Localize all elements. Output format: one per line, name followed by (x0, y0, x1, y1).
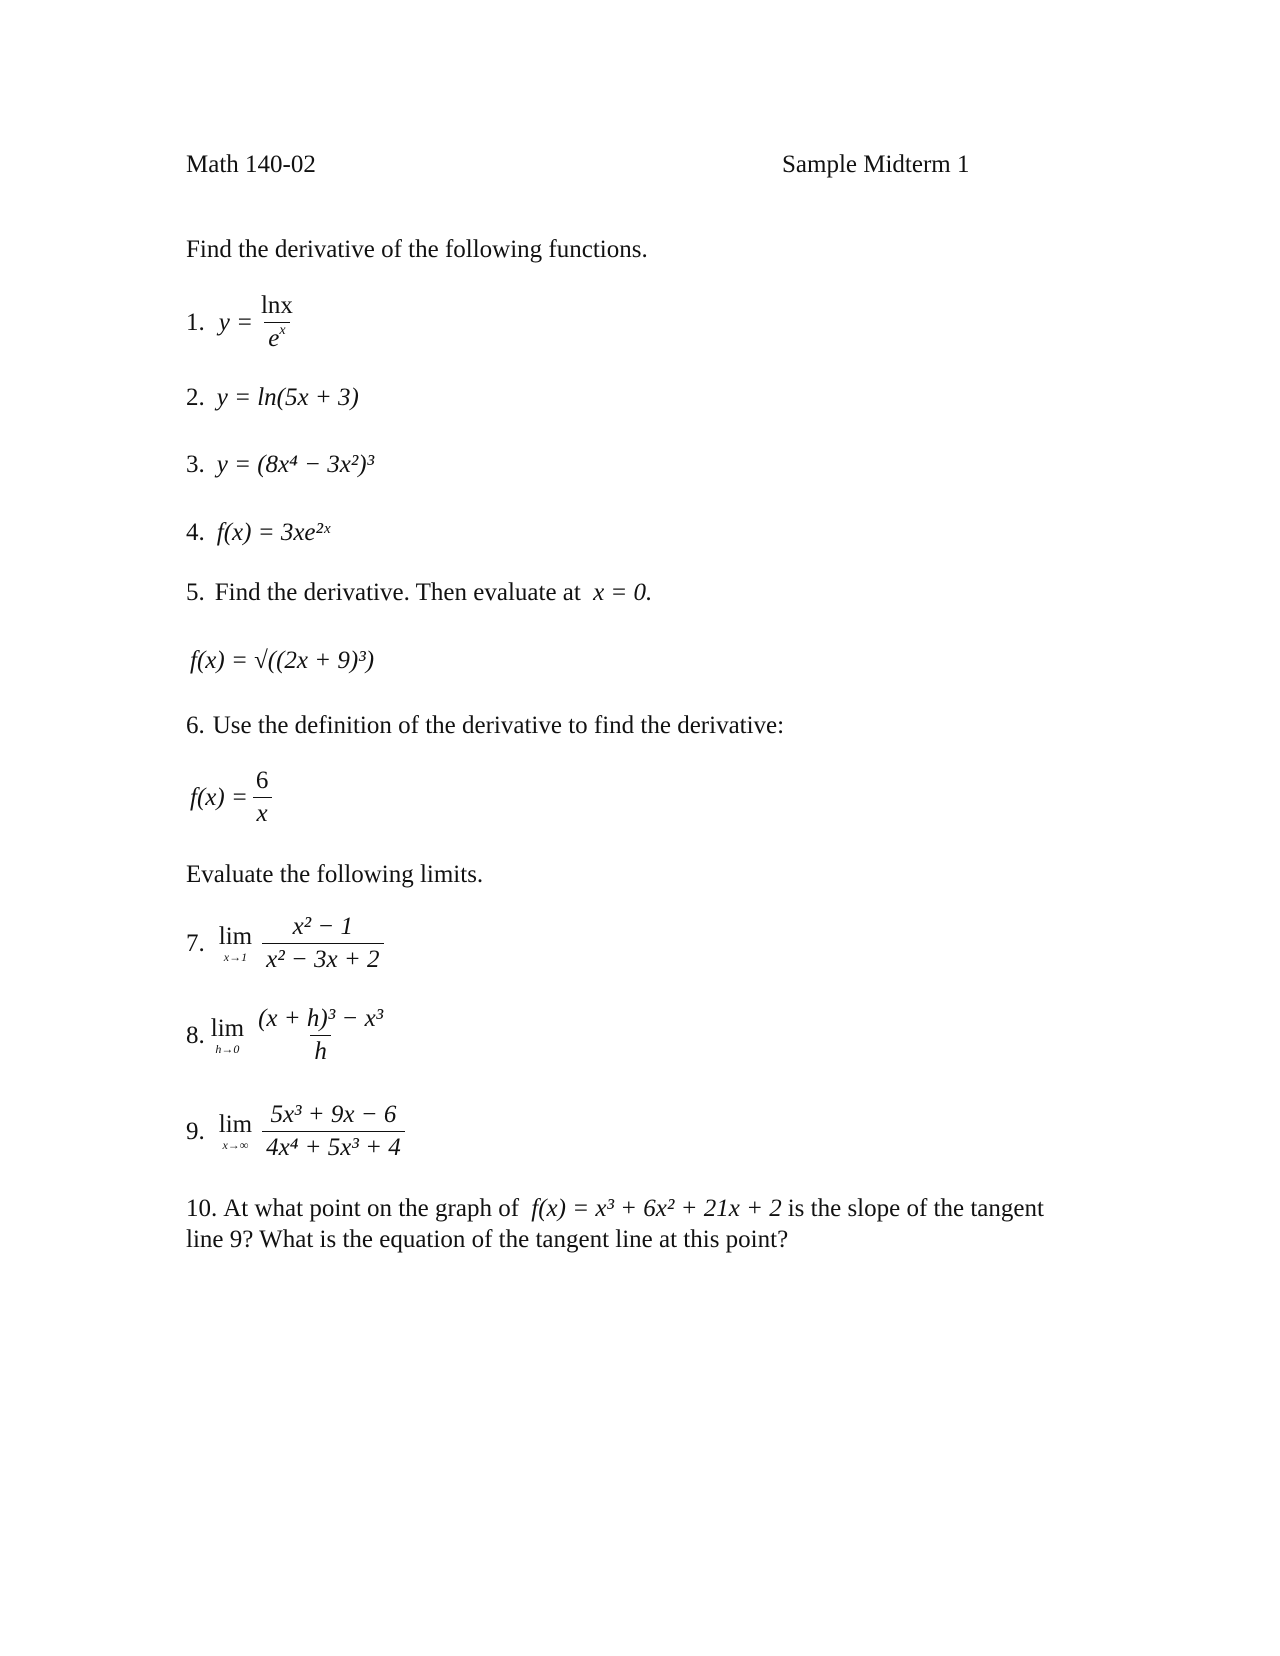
limit-operator (211, 1016, 244, 1055)
problem-6-function (190, 768, 274, 828)
problem-number: 7. (186, 930, 205, 958)
problem-number: 4. (186, 519, 205, 546)
problem-10-line-2: line 9? What is the equation of the tangent line at this point? (186, 1226, 789, 1253)
problem-number: 3. (186, 451, 205, 478)
expression: f(x) = 3xe²ˣ (216, 519, 331, 546)
limit-operator (219, 924, 252, 963)
function-expression: f(x) = x³ + 6x² + 21x + 2 (531, 1195, 782, 1222)
fraction (262, 914, 383, 974)
denominator: 4x⁴ + 5x³ + 4 (262, 1131, 405, 1161)
fraction (254, 1006, 387, 1066)
problem-number: 10. (186, 1195, 218, 1222)
problem-5 (186, 580, 652, 605)
problem-7 (186, 914, 386, 974)
fraction (252, 768, 273, 828)
problem-number: 5. (186, 579, 205, 606)
numerator: lnx (260, 292, 293, 319)
problem-9 (186, 1102, 407, 1162)
limits-instruction: Evaluate the following limits. (186, 861, 484, 888)
numerator: x² − 1 (292, 913, 354, 940)
problem-text-after: is the slope of the tangent (787, 1195, 1044, 1222)
evaluation-point: x = 0. (593, 579, 653, 606)
denominator-exponent: x (279, 323, 286, 339)
expression: y = ln(5x + 3) (216, 384, 359, 411)
problem-text-before: At what point on the graph of (223, 1195, 520, 1222)
numerator: 6 (255, 767, 269, 794)
limit-subscript: x→∞ (222, 1138, 249, 1153)
problem-number: 9. (186, 1118, 205, 1146)
problem-5-function (190, 648, 374, 673)
limit-label: lim (210, 1015, 245, 1043)
problem-3 (186, 452, 374, 477)
denominator: x (253, 797, 272, 827)
numerator: 5x³ + 9x − 6 (270, 1101, 397, 1128)
problem-6 (186, 713, 784, 738)
problem-1 (186, 293, 299, 353)
problem-number: 8. (186, 1022, 205, 1050)
fraction (257, 293, 297, 353)
limit-operator (219, 1112, 252, 1151)
problem-8 (186, 1006, 389, 1066)
limit-label: lim (218, 1111, 253, 1139)
limit-subscript: h→0 (215, 1042, 240, 1057)
problem-number: 6. (186, 712, 205, 739)
fraction (262, 1102, 405, 1162)
problem-4 (186, 520, 330, 545)
denominator (264, 322, 289, 352)
problem-number: 2. (186, 384, 205, 411)
denominator-base: e (268, 325, 280, 353)
limit-subscript: x→1 (223, 950, 248, 965)
course-title: Math 140-02 (186, 151, 316, 178)
equation-lhs: f(x) = (190, 784, 248, 812)
derivative-instruction: Find the derivative of the following functions. (186, 236, 648, 263)
function-expression: f(x) = √((2x + 9)³) (190, 647, 375, 674)
expression: y = (8x⁴ − 3x²)³ (216, 451, 375, 478)
problem-10 (186, 1196, 1044, 1221)
problem-number: 1. (186, 309, 205, 337)
numerator: (x + h)³ − x³ (258, 1005, 384, 1032)
denominator: x² − 3x + 2 (262, 943, 383, 973)
problem-text: Find the derivative. Then evaluate at (214, 579, 581, 606)
exam-title: Sample Midterm 1 (782, 151, 970, 178)
equation-lhs: y = (218, 309, 253, 337)
denominator: h (310, 1035, 331, 1065)
limit-label: lim (218, 923, 253, 951)
problem-2 (186, 385, 359, 410)
problem-text: Use the definition of the derivative to find the derivative: (212, 712, 785, 739)
